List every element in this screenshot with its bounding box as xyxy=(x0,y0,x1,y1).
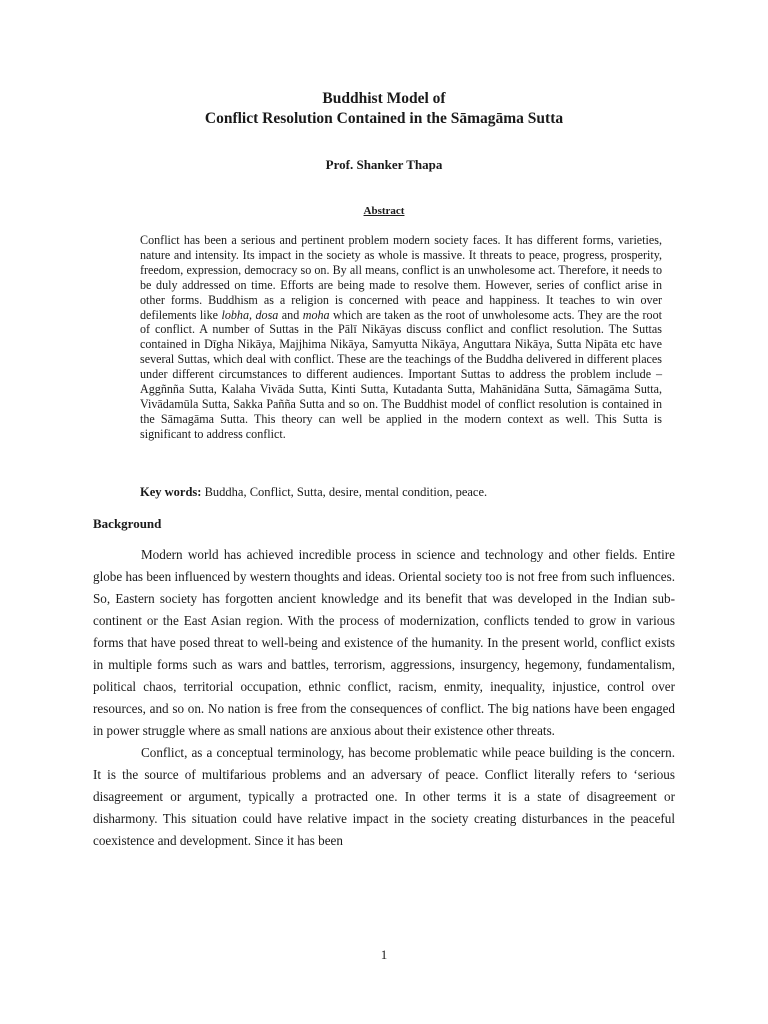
abstract-body xyxy=(140,233,662,442)
abstract-term-lobha: lobha xyxy=(221,307,250,322)
page-number: 1 xyxy=(380,947,388,962)
title-line-2: Conflict Resolution Contained in the Sāmagāma Sutta xyxy=(204,110,564,127)
abstract-text-part-2: which are taken as the root of unwholesome acts. They are the root of conflict. A number of Suttas in the Pālī Nikāyas discuss conflict and conflict resolution. The Suttas contained in Dīgha Nikāya, Majjhima Nikāya, Samyutta Nikāya, Anguttara Nikāya, Sutta Nipāta etc have several Suttas, which deal with conflict. These are the teachings of the Buddha delivered in different places under different circumstances to different audiences. Important Suttas to address the problem include – Aggñnña Sutta, Kalaha Vivāda Sutta, Kinti Sutta, Kutadanta Sutta, Mahānidāna Sutta, Sāmagāma Sutta, Vivādamūla Sutta, Sakka Pañña Sutta and so on. The Buddhist model of conflict resolution is contained in the Sāmagāma Sutta. This theory can well be applied in the modern context as well. This Sutta is significant to address conflict. xyxy=(140,307,662,441)
background-paragraph-2: Conflict, as a conceptual terminology, has become problematic while peace building is the concern. It is the source of multifarious problems and an adversary of peace. Conflict literally refers to ‘serious disagreement or argument, typically a protracted one. In other terms it is a state of disagreement or disharmony. This situation could have relative impact in the society creating disturbances in the peaceful coexistence and development. Since it has been xyxy=(93,745,675,848)
abstract-separator-2: and xyxy=(278,307,303,322)
background-paragraph-1: Modern world has achieved incredible process in science and technology and other fields. Entire globe has been influenced by western thoughts and ideas. Oriental society too is not free from such influences. So, Eastern society has forgotten ancient knowledge and its benefit that was developed in the Indian sub-continent or the East Asian region. With the process of modernization, conflicts tended to grow in various forms that have posed threat to well-being and existence of the humanity. In the present world, conflict exists in multiple forms such as wars and battles, terrorism, aggressions, insurgency, hegemony, fundamentalism, political chaos, territorial occupation, ethnic conflict, racism, enmity, inequality, injustice, control over resources, and so on. No nation is free from the consequences of conflict. The big nations have been engaged in power struggle where as small nations are anxious about their existence other threats. xyxy=(93,547,675,738)
abstract-separator-1: , xyxy=(249,307,256,322)
abstract-term-dosa: dosa xyxy=(255,307,279,322)
author-name: Prof. Shanker Thapa xyxy=(325,157,443,172)
keywords-line xyxy=(140,485,662,500)
title-line-1: Buddhist Model of xyxy=(322,90,446,107)
background-body xyxy=(93,544,675,852)
abstract-text-part-1: Conflict has been a serious and pertinent problem modern society faces. It has different forms, varieties, nature and intensity. Its impact in the society as whole is massive. It threats to peace, progress, prosperity, freedom, expression, democracy so on. By all means, conflict is an unwholesome act. Therefore, it needs to be duly addressed on time. Efforts are being made to resolve them. However, series of conflict arise in other forms. Buddhism as a religion is concerned with peace and happiness. It teaches to win over defilements like xyxy=(140,233,662,322)
abstract-term-moha: moha xyxy=(302,307,330,322)
keywords-label: Key words: xyxy=(140,485,202,499)
section-heading-background: Background xyxy=(93,516,162,531)
abstract-heading: Abstract xyxy=(363,205,405,217)
keywords-text: Buddha, Conflict, Sutta, desire, mental condition, peace. xyxy=(201,485,488,499)
